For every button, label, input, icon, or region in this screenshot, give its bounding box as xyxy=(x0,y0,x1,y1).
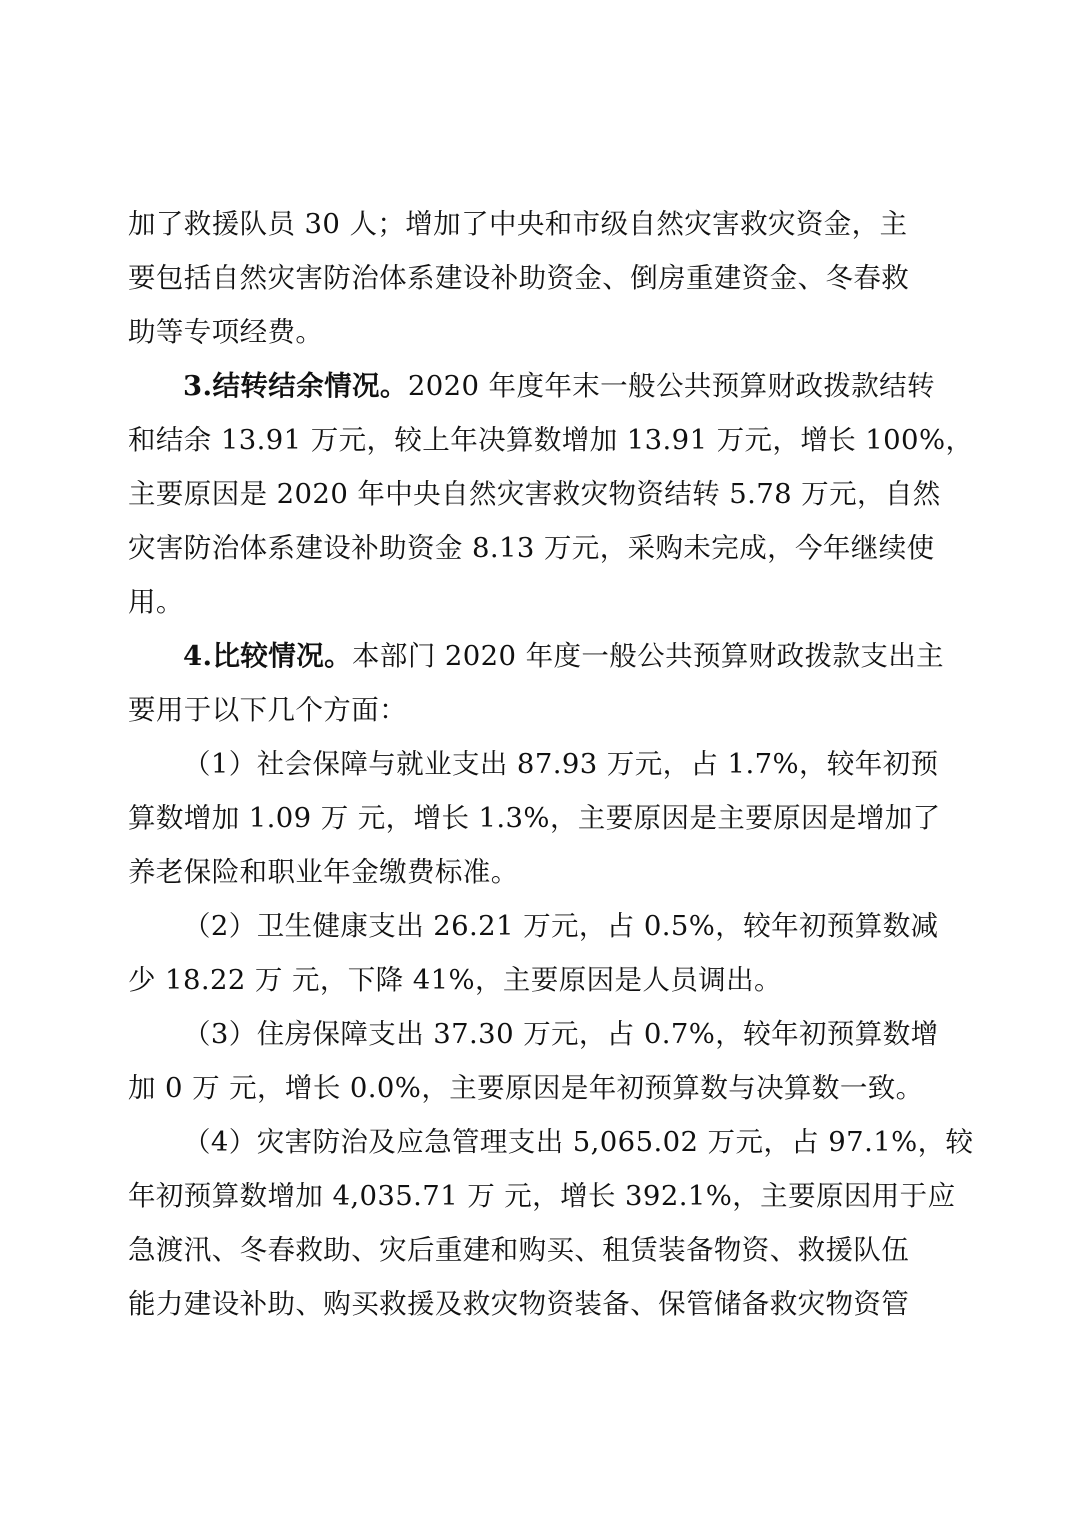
text-line-2 xyxy=(128,250,1074,306)
text-line-17 xyxy=(128,1060,1074,1116)
line-text: 用。 xyxy=(128,586,184,618)
line-text: 养老保险和职业年金缴费标准。 xyxy=(128,856,519,888)
section-3-heading: 3.结转结余情况。 xyxy=(183,370,408,402)
line-text: 少 18.22 万 元，下降 41%，主要原因是人员调出。 xyxy=(128,964,782,996)
line-text: 加 0 万 元，增长 0.0%，主要原因是年初预算数与决算数一致。 xyxy=(128,1072,924,1104)
text-line-13 xyxy=(128,844,1074,900)
line-text: 算数增加 1.09 万 元，增长 1.3%，主要原因是主要原因是增加了 xyxy=(128,802,941,834)
text-line-6 xyxy=(128,466,1074,522)
text-line-12 xyxy=(128,790,1074,846)
item-3-line xyxy=(183,1006,1074,1062)
text-line-3 xyxy=(128,304,1074,360)
text-line-19 xyxy=(128,1168,1074,1224)
text-line-5 xyxy=(128,412,1074,468)
text-line-20 xyxy=(128,1222,1074,1278)
line-text: 年初预算数增加 4,035.71 万 元，增长 392.1%，主要原因用于应 xyxy=(128,1180,956,1212)
line-text: 要用于以下几个方面： xyxy=(128,694,407,726)
text-line-7 xyxy=(128,520,1074,576)
text-line-21 xyxy=(128,1276,1074,1332)
line-text: （1）社会保障与就业支出 87.93 万元，占 1.7%，较年初预 xyxy=(183,748,939,780)
line-text: 和结余 13.91 万元，较上年决算数增加 13.91 万元，增长 100%， xyxy=(128,424,974,456)
line-text: （4）灾害防治及应急管理支出 5,065.02 万元，占 97.1%，较 xyxy=(183,1126,974,1158)
text-line-15 xyxy=(128,952,1074,1008)
line-text: 本部门 2020 年度一般公共预算财政拨款支出主 xyxy=(352,640,945,672)
line-text: 要包括自然灾害防治体系建设补助资金、倒房重建资金、冬春救 xyxy=(128,262,910,294)
line-text: （3）住房保障支出 37.30 万元，占 0.7%，较年初预算数增 xyxy=(183,1018,939,1050)
line-text: 灾害防治体系建设补助资金 8.13 万元，采购未完成，今年继续使 xyxy=(128,532,935,564)
text-line-10 xyxy=(128,682,1074,738)
section-3-heading-line xyxy=(183,358,1074,414)
line-text: 主要原因是 2020 年中央自然灾害救灾物资结转 5.78 万元，自然 xyxy=(128,478,941,510)
line-text: 急渡汛、冬春救助、灾后重建和购买、租赁装备物资、救援队伍 xyxy=(128,1234,910,1266)
item-2-line xyxy=(183,898,1074,954)
item-4-line xyxy=(183,1114,1074,1170)
line-text: （2）卫生健康支出 26.21 万元，占 0.5%，较年初预算数减 xyxy=(183,910,939,942)
text-line-8 xyxy=(128,574,1074,630)
line-text: 助等专项经费。 xyxy=(128,316,324,348)
line-text: 能力建设补助、购买救援及救灾物资装备、保管储备救灾物资管 xyxy=(128,1288,910,1320)
section-4-heading: 4.比较情况。 xyxy=(183,640,353,672)
section-4-heading-line xyxy=(183,628,1074,684)
line-text: 2020 年度年末一般公共预算财政拨款结转 xyxy=(407,370,935,402)
line-text: 加了救援队员 30 人；增加了中央和市级自然灾害救灾资金，主 xyxy=(128,208,908,240)
text-line-1 xyxy=(128,196,1074,252)
item-1-line xyxy=(183,736,1074,792)
